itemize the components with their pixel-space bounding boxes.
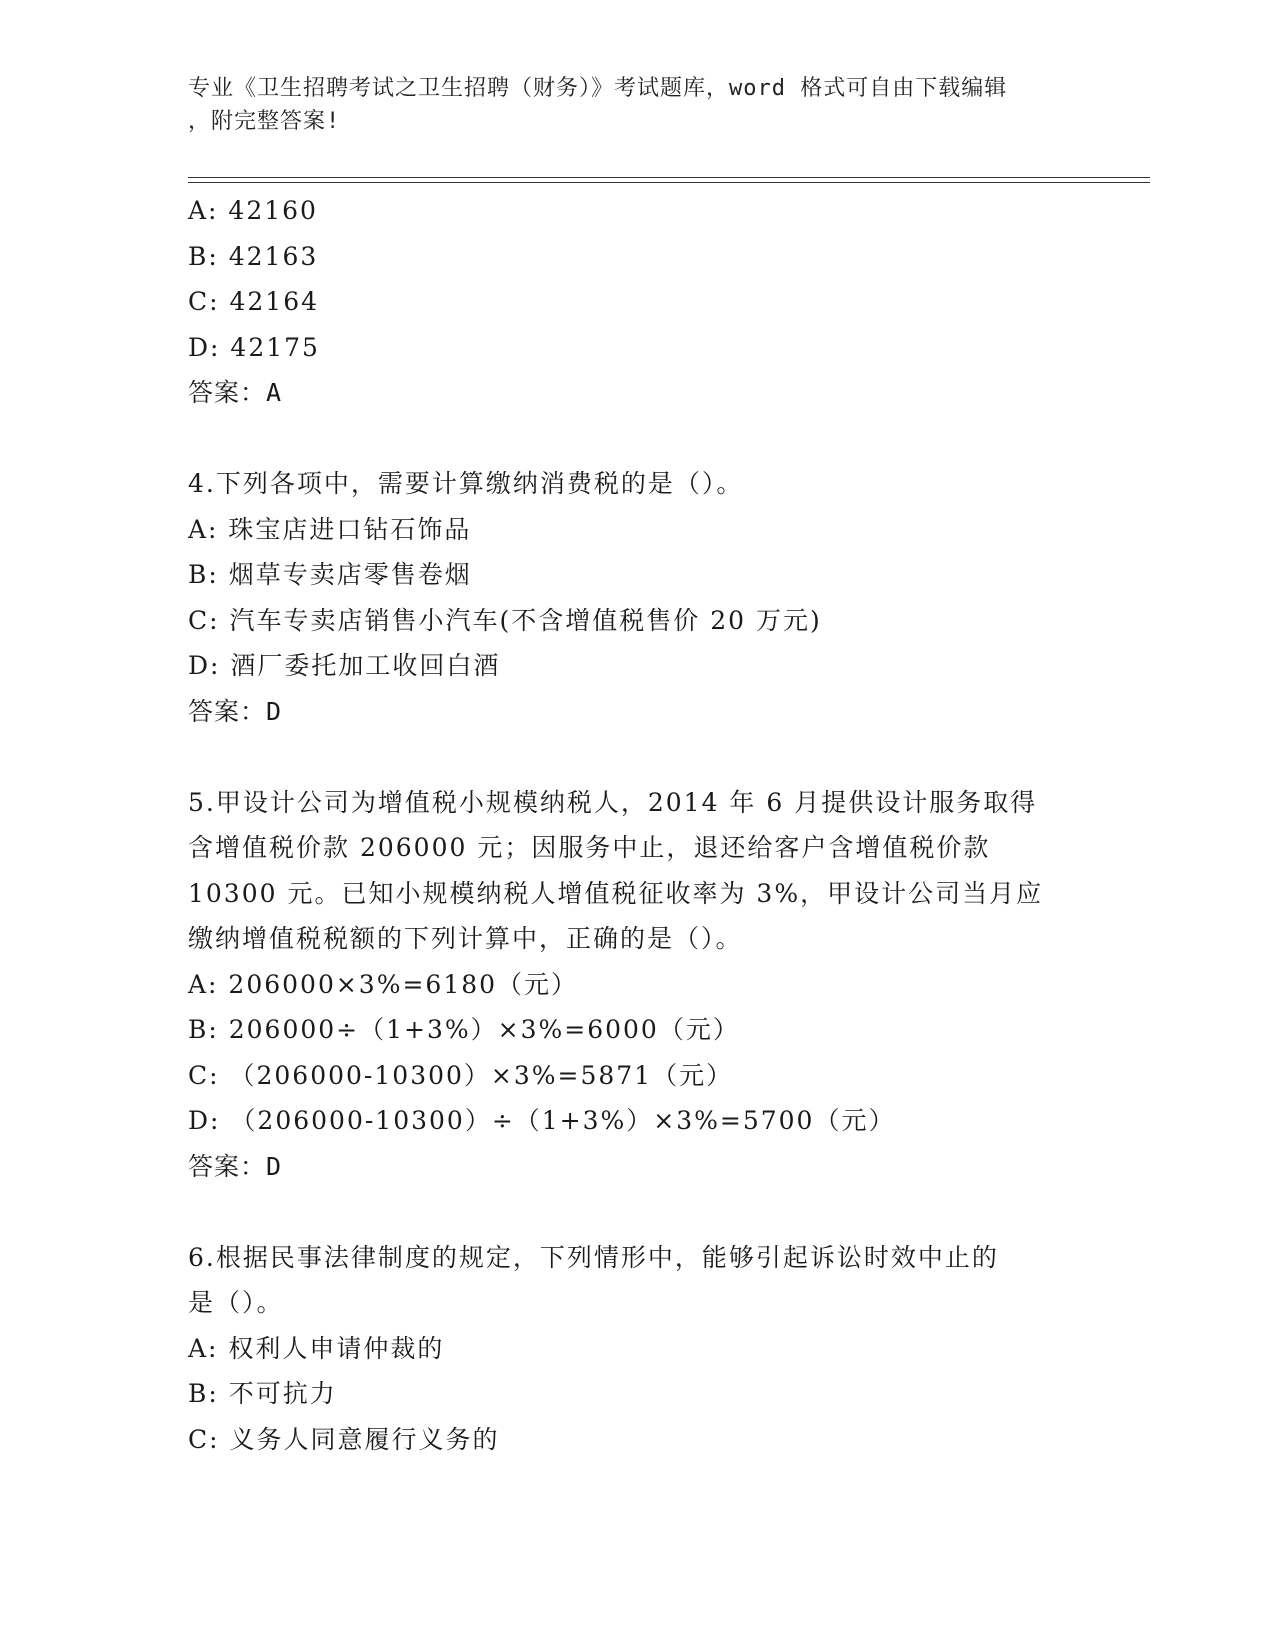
option-d: D: 酒厂委托加工收回白酒 [188,651,501,680]
question-stem-line-2: 是（）。 [188,1288,284,1317]
header-line-2: ，附完整答案! [188,109,341,134]
option-b: B: 不可抗力 [188,1379,337,1408]
spacer [188,734,1088,780]
question-6 [188,1235,1088,1463]
question-stem-line-3: 10300 元。已知小规模纳税人增值税征收率为 3%，甲设计公司当月应 [188,878,1044,908]
answer-line: 答案：D [188,696,283,726]
option-c: C: 义务人同意履行义务的 [188,1424,500,1454]
question-3 [188,188,1088,416]
option-c: C: 42164 [188,287,320,316]
option-d: D: （206000-10300）÷（1+3%）×3%=5700（元） [188,1106,896,1135]
option-a: A: 珠宝店进口钻石饰品 [188,514,472,544]
option-c: C: 汽车专卖店销售小汽车(不含增值税售价 20 万元) [188,605,822,635]
option-b: B: 烟草专卖店零售卷烟 [188,560,472,589]
header-line-1: 专业《卫生招聘考试之卫生招聘（财务）》考试题库，word 格式可自由下载编辑 [188,76,1008,101]
question-stem-line-4: 缴纳增值税税额的下列计算中，正确的是（）。 [188,924,743,953]
header-divider-bottom [188,182,1150,183]
answer-line: 答案：D [188,1151,283,1181]
document-header [188,72,1068,138]
header-divider-top [188,177,1150,178]
option-d: D: 42175 [188,332,320,362]
question-stem-line-2: 含增值税价款 206000 元；因服务中止，退还给客户含增值税价款 [188,833,991,862]
option-a: A: 权利人申请仲裁的 [188,1333,445,1363]
option-b: B: 42163 [188,241,319,271]
spacer [188,416,1088,462]
spacer [188,1189,1088,1235]
question-stem: 4.下列各项中，需要计算缴纳消费税的是（）。 [188,469,744,498]
answer-line: 答案：A [188,378,283,407]
option-c: C: （206000-10300）×3%=5871（元） [188,1060,734,1090]
option-a: A: 42160 [188,196,318,225]
option-b: B: 206000÷（1+3%）×3%=6000（元） [188,1015,740,1044]
question-4 [188,461,1088,734]
question-stem-line-1: 5.甲设计公司为增值税小规模纳税人，2014 年 6 月提供设计服务取得 [188,787,1038,817]
question-5 [188,780,1088,1190]
option-a: A: 206000×3%=6180（元） [188,969,579,999]
question-stem-line-1: 6.根据民事法律制度的规定，下列情形中，能够引起诉讼时效中止的 [188,1242,999,1272]
question-content [188,188,1088,1462]
